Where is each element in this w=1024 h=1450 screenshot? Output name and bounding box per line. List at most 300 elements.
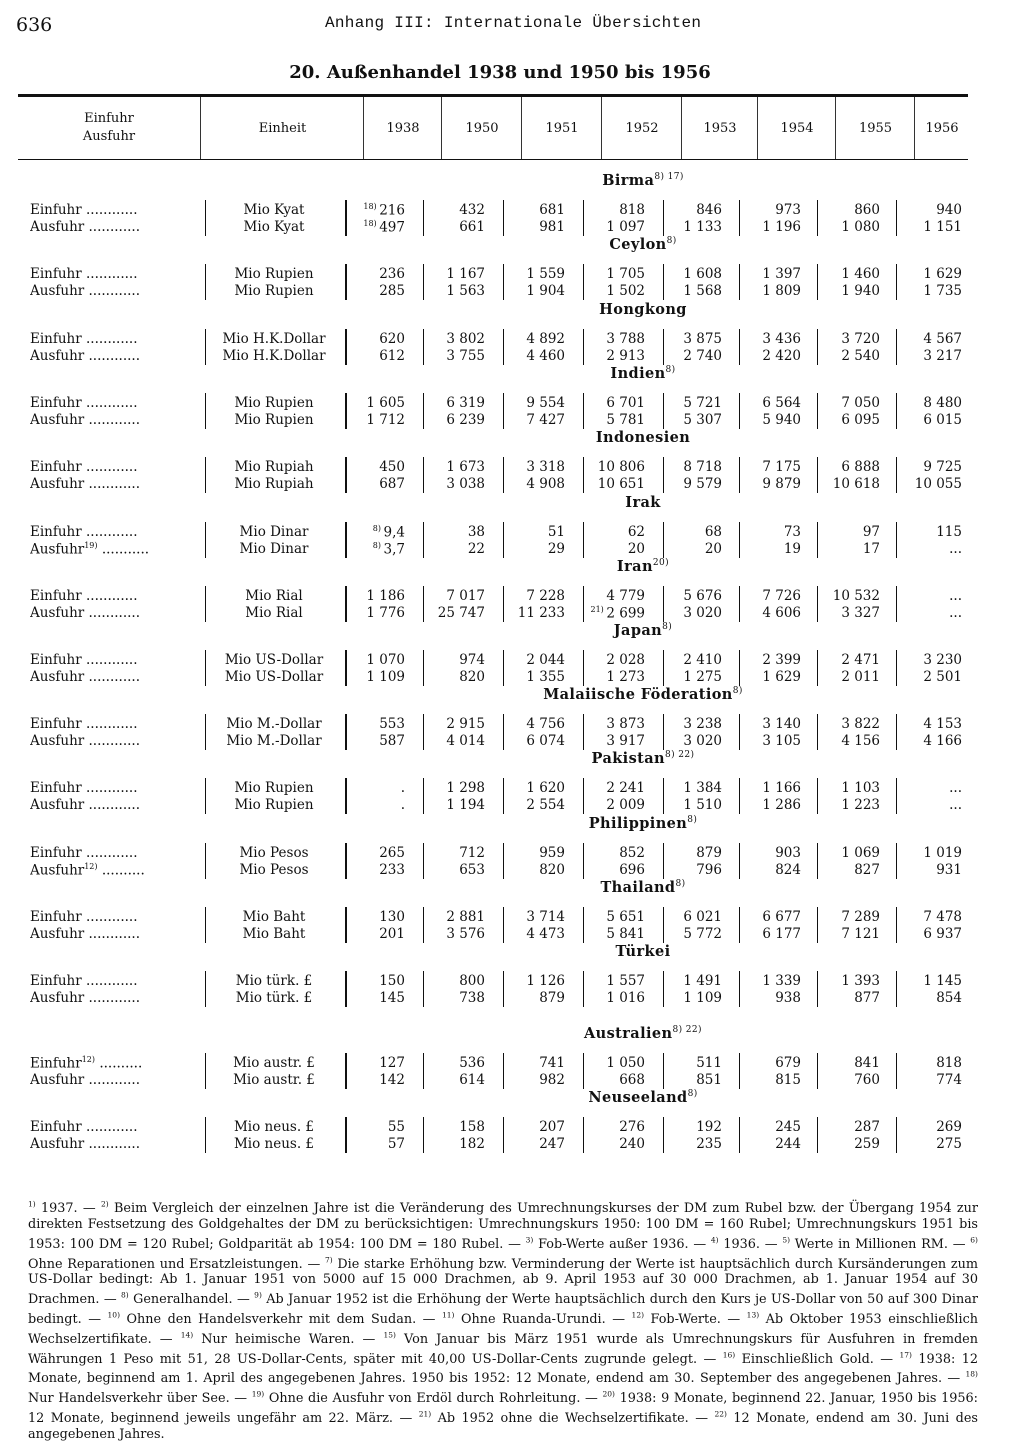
row-label (30, 459, 200, 475)
value-text: 1 080 (841, 219, 880, 235)
country-heading (333, 558, 953, 575)
value-footnote-ref: 21) (590, 605, 607, 614)
value-cell (446, 733, 485, 749)
value-text: 6 701 (606, 395, 645, 411)
column-rule (345, 410, 347, 429)
column-rule (423, 731, 424, 750)
value-text: 1 629 (762, 669, 801, 685)
column-rule (739, 410, 740, 429)
value-text: 3 822 (841, 716, 880, 732)
row-label (30, 412, 200, 428)
value-text: 1 557 (606, 973, 645, 989)
value-cell (606, 973, 645, 989)
value-cell (854, 990, 880, 1006)
value-cell (526, 266, 565, 282)
column-rule (739, 1070, 740, 1089)
value-cell (606, 412, 645, 428)
value-cell (363, 219, 405, 236)
column-rule (423, 281, 424, 300)
row-unit: Mio Rupien (234, 780, 314, 796)
value-cell (379, 973, 405, 989)
value-cell (379, 1072, 405, 1088)
value-text: 2 915 (446, 716, 485, 732)
value-cell (683, 780, 722, 796)
value-cell (775, 1119, 801, 1135)
row-label-text: Ausfuhr (30, 1136, 85, 1152)
value-cell (854, 1119, 880, 1135)
row-label-text: Ausfuhr (30, 862, 85, 879)
value-text: 3 105 (762, 733, 801, 749)
column-rule (896, 1070, 897, 1089)
value-cell (841, 219, 880, 235)
value-text: 4 606 (762, 605, 801, 621)
value-cell (446, 412, 485, 428)
value-text: 2 044 (526, 652, 565, 668)
value-cell (459, 1136, 485, 1152)
value-text: 6 239 (446, 412, 485, 428)
value-cell (854, 862, 880, 878)
value-text: 3 755 (446, 348, 485, 364)
table-row (0, 669, 1024, 686)
value-text: 1 298 (446, 780, 485, 796)
value-cell (606, 1055, 645, 1071)
value-cell (923, 652, 962, 668)
value-text: 73 (783, 524, 801, 540)
value-text: 824 (775, 862, 801, 878)
value-text: 3 720 (841, 331, 880, 347)
country-heading (333, 236, 953, 253)
footnote-mark: 19) (251, 1390, 265, 1400)
value-cell (683, 797, 722, 813)
row-unit: Mio türk. £ (235, 973, 313, 989)
footnote-mark: 3) (525, 1235, 534, 1245)
value-cell (683, 588, 722, 604)
footnote-mark: 10) (107, 1310, 121, 1320)
value-cell (762, 780, 801, 796)
leader-dots: ............ (84, 1072, 141, 1088)
row-label-text: Einfuhr (30, 780, 82, 796)
value-cell (696, 1055, 722, 1071)
column-rule (817, 1070, 818, 1089)
value-text: 9 554 (526, 395, 565, 411)
value-text: 3 917 (606, 733, 645, 749)
country-name: Japan (613, 622, 663, 639)
footnote (28, 1201, 101, 1216)
value-cell (841, 459, 880, 475)
column-rule (205, 1134, 206, 1153)
column-rule (896, 603, 897, 622)
row-label (30, 1136, 200, 1152)
value-text: 620 (379, 331, 405, 347)
column-rule (896, 924, 897, 943)
value-cell (841, 845, 880, 861)
value-cell (949, 780, 962, 796)
value-cell (366, 669, 405, 685)
value-cell (841, 395, 880, 411)
value-text: 25 747 (437, 605, 485, 621)
value-text: 738 (459, 990, 485, 1006)
value-text: 2 009 (606, 797, 645, 813)
value-cell (683, 669, 722, 685)
value-cell (459, 1072, 485, 1088)
row-label-text: Ausfuhr (30, 476, 85, 492)
value-cell (446, 909, 485, 925)
table-row (0, 1136, 1024, 1153)
value-text: 3 802 (446, 331, 485, 347)
footnote-mark: 17) (899, 1350, 912, 1360)
value-cell (762, 797, 801, 813)
value-text: 265 (379, 845, 405, 861)
value-text: 9 579 (683, 476, 722, 492)
page-number: 636 (16, 14, 53, 36)
header-year-1953: 1953 (681, 97, 758, 159)
column-rule (503, 1070, 504, 1089)
value-text: 276 (619, 1119, 645, 1135)
table-row (0, 541, 1024, 558)
column-rule (583, 281, 584, 300)
value-cell (936, 202, 962, 218)
row-unit: Mio neus. £ (233, 1136, 315, 1152)
value-cell (841, 348, 880, 364)
value-text: 1 563 (446, 283, 485, 299)
column-rule (663, 795, 664, 814)
row-label-text: Einfuhr (30, 266, 82, 282)
value-text: 841 (854, 1055, 880, 1071)
leader-dots: ............ (81, 1119, 138, 1135)
value-text: 1 097 (606, 219, 645, 235)
column-rule (205, 603, 206, 622)
value-text: 236 (379, 266, 405, 282)
value-text: 1 904 (526, 283, 565, 299)
row-label-text: Ausfuhr (30, 541, 85, 558)
column-rule (205, 860, 206, 879)
value-cell (539, 219, 565, 235)
column-rule (423, 603, 424, 622)
row-unit: Mio Rupiah (234, 476, 314, 492)
country-heading (333, 815, 953, 832)
value-cell (619, 1072, 645, 1088)
value-cell (936, 862, 962, 878)
footnote-text: Nur heimische Waren. — (193, 1331, 384, 1347)
column-rule (817, 667, 818, 686)
value-text: 2 540 (841, 348, 880, 364)
value-text: 4 166 (923, 733, 962, 749)
value-text: 815 (775, 1072, 801, 1088)
value-cell (683, 909, 722, 925)
value-text: 940 (936, 202, 962, 218)
table-row (0, 476, 1024, 493)
footnote (419, 1411, 715, 1426)
row-unit: Mio neus. £ (233, 1119, 315, 1135)
value-text: 6 074 (526, 733, 565, 749)
value-cell (696, 862, 722, 878)
value-text: 4 756 (526, 716, 565, 732)
row-label-text: Ausfuhr (30, 1072, 85, 1088)
footnote-text: Fob-Werte außer 1936. — (533, 1236, 711, 1252)
value-text: 860 (854, 202, 880, 218)
value-text: 97 (862, 524, 880, 540)
value-text: 259 (854, 1136, 880, 1152)
footnote-text: Einschließlich Gold. — (735, 1351, 900, 1367)
value-text: 235 (696, 1136, 722, 1152)
row-unit: Mio austr. £ (233, 1055, 315, 1071)
value-cell (923, 266, 962, 282)
value-text: 612 (379, 348, 405, 364)
value-text: 774 (936, 1072, 962, 1088)
row-unit: Mio Dinar (239, 541, 309, 557)
value-cell (459, 1055, 485, 1071)
footnote-mark: 4) (710, 1235, 719, 1245)
value-cell (762, 716, 801, 732)
country-name: Hongkong (599, 301, 687, 318)
value-cell (683, 266, 722, 282)
table-row (0, 862, 1024, 879)
value-cell (775, 990, 801, 1006)
value-cell (366, 652, 405, 668)
value-text: 201 (379, 926, 405, 942)
value-cell (526, 797, 565, 813)
country-footnote-ref: 8) (675, 879, 686, 890)
value-text: 244 (775, 1136, 801, 1152)
column-rule (423, 988, 424, 1007)
value-cell (619, 1119, 645, 1135)
footnote-text: 1938: 12 Monate, beginnend am 1. April des angegebenen Jahres. 1950 bis 1952: 12 Monate, endend am 30. September des angegebenen Jahres. — (28, 1351, 978, 1387)
leader-dots: ............ (81, 588, 138, 604)
footnote-text: Ohne die Ausfuhr von Erdöl durch Rohrleitung. — (264, 1391, 603, 1407)
value-cell (762, 459, 801, 475)
footnote-mark: 9) (254, 1290, 262, 1300)
table-row (0, 780, 1024, 797)
footnote-text: Ab Oktober 1953 einschließlich Wechselzertifikate. — (28, 1311, 978, 1347)
value-text: 2 420 (762, 348, 801, 364)
value-text: 57 (387, 1136, 405, 1152)
country-footnote-ref: 8) 17) (654, 172, 684, 183)
row-unit: Mio austr. £ (233, 1072, 315, 1088)
value-text: 145 (379, 990, 405, 1006)
value-cell (446, 588, 485, 604)
column-rule (423, 346, 424, 365)
leader-dots: ............ (81, 266, 138, 282)
value-text: 2 011 (841, 669, 880, 685)
value-text: 3 873 (606, 716, 645, 732)
value-text: 1 103 (841, 780, 880, 796)
value-text: 4 473 (526, 926, 565, 942)
column-rule (205, 346, 206, 365)
value-cell (841, 973, 880, 989)
value-text: 1 559 (526, 266, 565, 282)
value-cell (841, 669, 880, 685)
value-cell (833, 588, 880, 604)
value-text: 679 (775, 1055, 801, 1071)
table-row (0, 348, 1024, 365)
column-rule (345, 217, 347, 236)
value-cell (459, 845, 485, 861)
row-label-text: Einfuhr (30, 202, 82, 218)
country-name: Australien (584, 1025, 673, 1042)
value-cell (936, 1072, 962, 1088)
table-body (0, 160, 1024, 1160)
row-label (30, 716, 200, 732)
row-label (30, 862, 200, 879)
column-rule (503, 217, 504, 236)
column-rule (739, 1134, 740, 1153)
row-label (30, 926, 200, 942)
value-cell (841, 909, 880, 925)
value-cell (539, 202, 565, 218)
value-cell (936, 990, 962, 1006)
column-rule (739, 539, 740, 558)
value-cell (683, 395, 722, 411)
row-unit: Mio Rupien (234, 283, 314, 299)
column-rule (345, 474, 347, 493)
value-cell (784, 524, 801, 540)
value-cell (526, 283, 565, 299)
column-rule (503, 988, 504, 1007)
row-label (30, 669, 200, 685)
footnote (181, 1332, 384, 1347)
value-text: 1 194 (446, 797, 485, 813)
value-cell (762, 605, 801, 621)
table-row (0, 973, 1024, 990)
row-label-text: Einfuhr (30, 1119, 82, 1135)
column-rule (583, 1134, 584, 1153)
column-rule (583, 346, 584, 365)
country-heading (333, 301, 953, 318)
value-cell (923, 909, 962, 925)
value-text: 22 (467, 541, 485, 557)
value-cell (606, 219, 645, 235)
value-cell (373, 524, 405, 541)
column-rule (739, 988, 740, 1007)
column-rule (345, 603, 347, 622)
footnote-text: Ab Januar 1952 ist die Erhöhung der Werte hauptsächlich durch den Kurs je US-Dollar von 50 auf 300 Dinar bedingt. — (28, 1292, 979, 1327)
row-label-footnote-ref: 12) (84, 862, 98, 871)
value-text: 687 (379, 476, 405, 492)
value-cell (619, 202, 645, 218)
value-cell (683, 990, 722, 1006)
country-name: Irak (625, 494, 661, 511)
value-text: 5 940 (762, 412, 801, 428)
value-cell (539, 845, 565, 861)
country-heading (333, 365, 953, 382)
country-heading (333, 494, 953, 511)
column-rule (345, 667, 347, 686)
footnote-text: 12 Monate, endend am 30. Juni des angegebenen Jahres. (28, 1411, 978, 1442)
row-unit: Mio Dinar (239, 524, 309, 540)
footnote (108, 1312, 442, 1327)
row-label-text: Einfuhr (30, 716, 82, 732)
row-label (30, 331, 200, 347)
header-year-1938: 1938 (363, 97, 442, 159)
value-text: 1 510 (683, 797, 722, 813)
row-label (30, 202, 200, 218)
column-rule (896, 667, 897, 686)
column-rule (503, 410, 504, 429)
column-rule (896, 281, 897, 300)
value-cell (366, 588, 405, 604)
footnote-mark: 14) (180, 1330, 194, 1340)
leader-dots: ............ (81, 524, 138, 540)
column-rule (345, 988, 347, 1007)
row-label-text: Einfuhr (30, 845, 82, 861)
leader-dots: .......... (95, 1055, 143, 1072)
value-text: 7 289 (841, 909, 880, 925)
value-cell (468, 541, 485, 557)
value-cell (841, 283, 880, 299)
value-cell (705, 541, 722, 557)
column-rule (817, 346, 818, 365)
table-row (0, 1119, 1024, 1136)
value-text: 3 714 (526, 909, 565, 925)
column-rule (817, 217, 818, 236)
value-cell (526, 348, 565, 364)
value-text: 4 908 (526, 476, 565, 492)
value-cell (526, 588, 565, 604)
value-text: 614 (459, 1072, 485, 1088)
value-cell (446, 926, 485, 942)
column-rule (205, 795, 206, 814)
value-text: 1 776 (366, 605, 405, 621)
row-unit: Mio Rupien (234, 797, 314, 813)
value-text: 2 881 (446, 909, 485, 925)
footnote-text: Nur Handelsverkehr über See. — (28, 1391, 252, 1407)
leader-dots: .......... (97, 862, 145, 879)
value-cell (683, 926, 722, 942)
value-cell (775, 862, 801, 878)
value-cell (841, 926, 880, 942)
row-unit: Mio H.K.Dollar (222, 331, 326, 347)
value-cell (606, 909, 645, 925)
row-label-text: Ausfuhr (30, 990, 85, 1006)
value-cell (923, 845, 962, 861)
column-rule (896, 410, 897, 429)
leader-dots: ............ (84, 797, 141, 813)
table-row (0, 202, 1024, 219)
column-rule (205, 988, 206, 1007)
footnote-mark: 2) (101, 1200, 109, 1209)
value-text: 6 937 (923, 926, 962, 942)
value-cell (949, 541, 962, 557)
header-year-1950: 1950 (441, 97, 522, 159)
row-label (30, 1072, 200, 1088)
column-rule (896, 795, 897, 814)
column-rule (739, 346, 740, 365)
value-text: 6 177 (762, 926, 801, 942)
value-text: 2 410 (683, 652, 722, 668)
value-cell (539, 1136, 565, 1152)
value-cell (548, 541, 565, 557)
value-text: 1 126 (526, 973, 565, 989)
value-text: 62 (627, 524, 645, 540)
value-text: 1 133 (683, 219, 722, 235)
row-unit: Mio Baht (242, 909, 306, 925)
value-cell (841, 331, 880, 347)
country-heading (333, 172, 953, 189)
column-rule (583, 410, 584, 429)
footnote-mark: 1) (28, 1200, 36, 1209)
column-rule (663, 539, 664, 558)
value-text: 2 399 (762, 652, 801, 668)
footnote-text: 1937. — (35, 1201, 102, 1217)
row-label-text: Einfuhr (30, 524, 82, 540)
column-rule (423, 1134, 424, 1153)
table-row (0, 283, 1024, 300)
value-cell (518, 605, 565, 621)
value-text: 4 779 (606, 588, 645, 604)
footnote-text: Werte in Millionen RM. — (790, 1236, 971, 1252)
value-text: 2 471 (841, 652, 880, 668)
value-text: 6 015 (923, 412, 962, 428)
